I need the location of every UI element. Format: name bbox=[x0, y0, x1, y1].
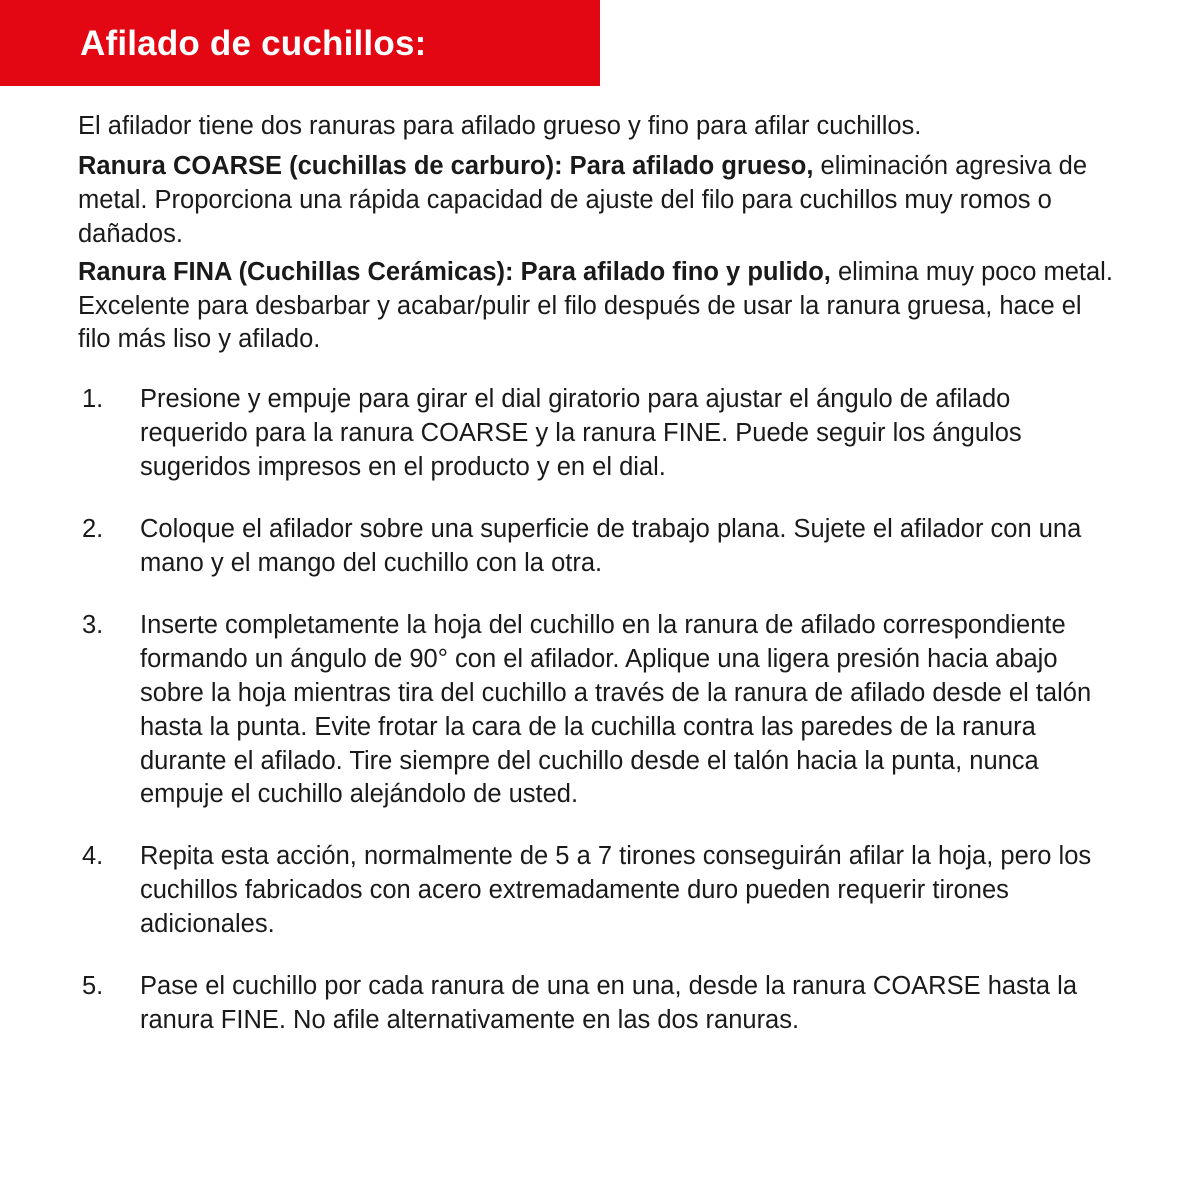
paragraph-fine-slot bbox=[78, 256, 1118, 358]
section-header-banner bbox=[0, 0, 600, 86]
list-item bbox=[78, 383, 1118, 485]
step-text: Pase el cuchillo por cada ranura de una en una, desde la ranura COARSE hasta la ranura FINE. No afile alternativamente en las dos ranuras. bbox=[140, 972, 1078, 1034]
list-item bbox=[78, 840, 1118, 942]
paragraph-coarse-text: eliminación agresiva de metal. Proporciona una rápida capacidad de ajuste del filo para cuchillos muy romos o dañados. bbox=[78, 151, 1088, 248]
paragraph-coarse-slot bbox=[78, 150, 1118, 252]
step-number: 3. bbox=[82, 610, 104, 639]
list-item bbox=[78, 609, 1118, 812]
paragraph-fine-text: elimina muy poco metal. Excelente para desbarbar y acabar/pulir el filo después de usar la ranura gruesa, hace el filo más liso y afilado. bbox=[78, 257, 1113, 354]
step-number: 4. bbox=[82, 842, 104, 871]
page-title: Afilado de cuchillos: bbox=[80, 23, 427, 63]
paragraph-fine-lead: Ranura FINA (Cuchillas Cerámicas): Para afilado fino y pulido, bbox=[78, 257, 831, 286]
paragraph-coarse-lead: Ranura COARSE (cuchillas de carburo): Para afilado grueso, bbox=[78, 151, 814, 180]
step-text: Repita esta acción, normalmente de 5 a 7 tirones conseguirán afilar la hoja, pero los cuchillos fabricados con acero extremadamente duro pueden requerir tirones adicionales. bbox=[140, 842, 1092, 939]
steps-list bbox=[78, 383, 1118, 1038]
step-number: 2. bbox=[82, 515, 104, 544]
step-text: Inserte completamente la hoja del cuchillo en la ranura de afilado correspondiente formando un ángulo de 90° con el afilador. Aplique una ligera presión hacia abajo sobre la hoja mientras tira del cuchillo a través de la ranura de afilado desde el talón hasta la punta. Evite frotar la cara de la cuchilla contra las paredes de la ranura durante el afilado. Tire siempre del cuchillo desde el talón hacia la punta, nunca empuje el cuchillo alejándolo de usted. bbox=[140, 610, 1092, 809]
instruction-content bbox=[78, 110, 1118, 1054]
list-item bbox=[78, 970, 1118, 1038]
list-item bbox=[78, 513, 1118, 581]
step-number: 1. bbox=[82, 385, 104, 414]
paragraph-intro bbox=[78, 110, 1118, 144]
step-number: 5. bbox=[82, 972, 104, 1001]
paragraph-intro-text: El afilador tiene dos ranuras para afilado grueso y fino para afilar cuchillos. bbox=[78, 112, 922, 140]
step-text: Presione y empuje para girar el dial giratorio para ajustar el ángulo de afilado requerido para la ranura COARSE y la ranura FINE. Puede seguir los ángulos sugeridos impresos en el producto y en el dial. bbox=[140, 385, 1022, 482]
step-text: Coloque el afilador sobre una superficie de trabajo plana. Sujete el afilador con una mano y el mango del cuchillo con la otra. bbox=[140, 515, 1082, 577]
